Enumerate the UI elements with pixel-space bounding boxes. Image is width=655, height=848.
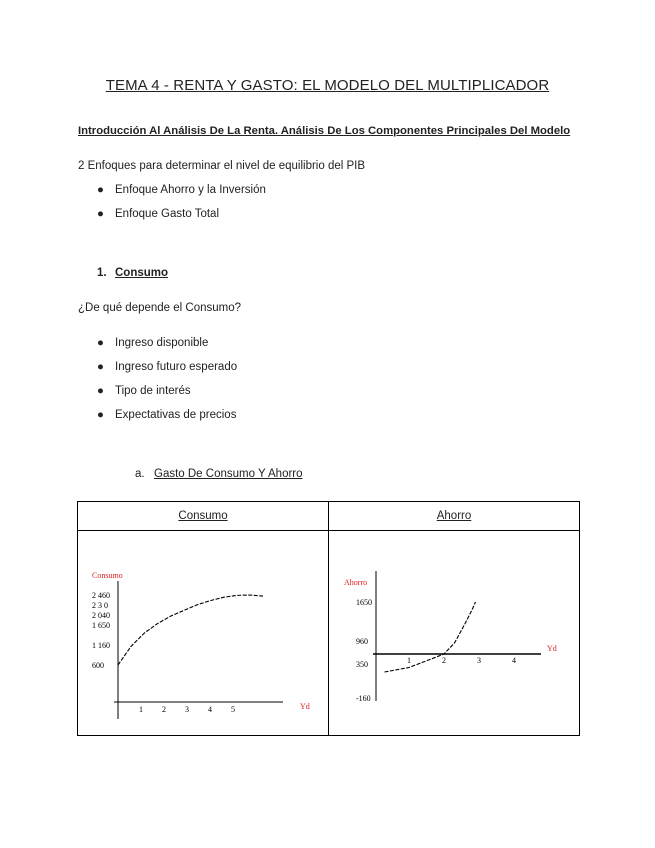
consumo-cell xyxy=(78,531,329,736)
y-tick-label: 960 xyxy=(356,637,368,646)
ahorro-curve xyxy=(385,602,476,672)
bullet-icon: ● xyxy=(97,361,104,373)
list-item: ● Expectativas de precios xyxy=(97,409,237,421)
y-tick-label: 1 160 xyxy=(92,641,110,650)
list-item: ● Tipo de interés xyxy=(97,385,191,397)
list-item: ● Ingreso futuro esperado xyxy=(97,361,238,373)
consumo-curve xyxy=(118,595,263,665)
y-axis-label: Ahorro xyxy=(344,578,368,587)
bullet-icon: ● xyxy=(97,337,104,349)
intro-text: 2 Enfoques para determinar el nivel de equilibrio del PIB xyxy=(78,160,366,172)
y-tick-label: 1650 xyxy=(356,598,372,607)
x-tick-label: 4 xyxy=(512,656,516,665)
subsection-heading: a. Gasto De Consumo Y Ahorro xyxy=(135,468,303,480)
page-title: TEMA 4 - RENTA Y GASTO: EL MODELO DEL MULTIPLICADOR xyxy=(105,77,550,94)
x-tick-label: 2 xyxy=(162,705,166,714)
y-tick-label: 1 650 xyxy=(92,621,110,630)
y-tick-label: 2 460 xyxy=(92,591,110,600)
y-tick-label: 2 3 0 xyxy=(92,601,108,610)
bullet-icon: ● xyxy=(97,184,104,196)
table-header-ahorro: Ahorro xyxy=(329,502,580,531)
table-header-consumo: Consumo xyxy=(78,502,329,531)
y-tick-label: 600 xyxy=(92,661,104,670)
x-tick-label: 1 xyxy=(139,705,143,714)
y-axis-label: Consumo xyxy=(92,571,123,580)
x-axis-label: Yd xyxy=(547,644,557,653)
y-tick-label: 350 xyxy=(356,660,368,669)
bullet-icon: ● xyxy=(97,208,104,220)
list-item: ● Ingreso disponible xyxy=(97,337,209,349)
section-subtitle: Introducción Al Análisis De La Renta. Análisis De Los Componentes Principales Del Modelo xyxy=(78,125,571,137)
x-tick-label: 2 xyxy=(442,656,446,665)
bullet-icon: ● xyxy=(97,409,104,421)
list-item: ● Enfoque Ahorro y la Inversión xyxy=(97,184,266,196)
x-tick-label: 3 xyxy=(477,656,481,665)
x-tick-label: 3 xyxy=(185,705,189,714)
y-tick-label: 2 040 xyxy=(92,611,110,620)
x-tick-label: 5 xyxy=(231,705,235,714)
graphs-table xyxy=(77,501,580,736)
x-tick-label: 4 xyxy=(208,705,212,714)
y-tick-label: -160 xyxy=(356,694,371,703)
section-heading-consumo: 1. Consumo xyxy=(97,267,169,279)
x-axis-label: Yd xyxy=(300,702,310,711)
ahorro-chart xyxy=(329,531,579,735)
question-text: ¿De qué depende el Consumo? xyxy=(78,302,242,314)
consumo-chart xyxy=(78,531,328,735)
x-tick-label: 1 xyxy=(407,656,411,665)
ahorro-cell xyxy=(329,531,580,736)
bullet-icon: ● xyxy=(97,385,104,397)
list-item: ● Enfoque Gasto Total xyxy=(97,208,219,220)
